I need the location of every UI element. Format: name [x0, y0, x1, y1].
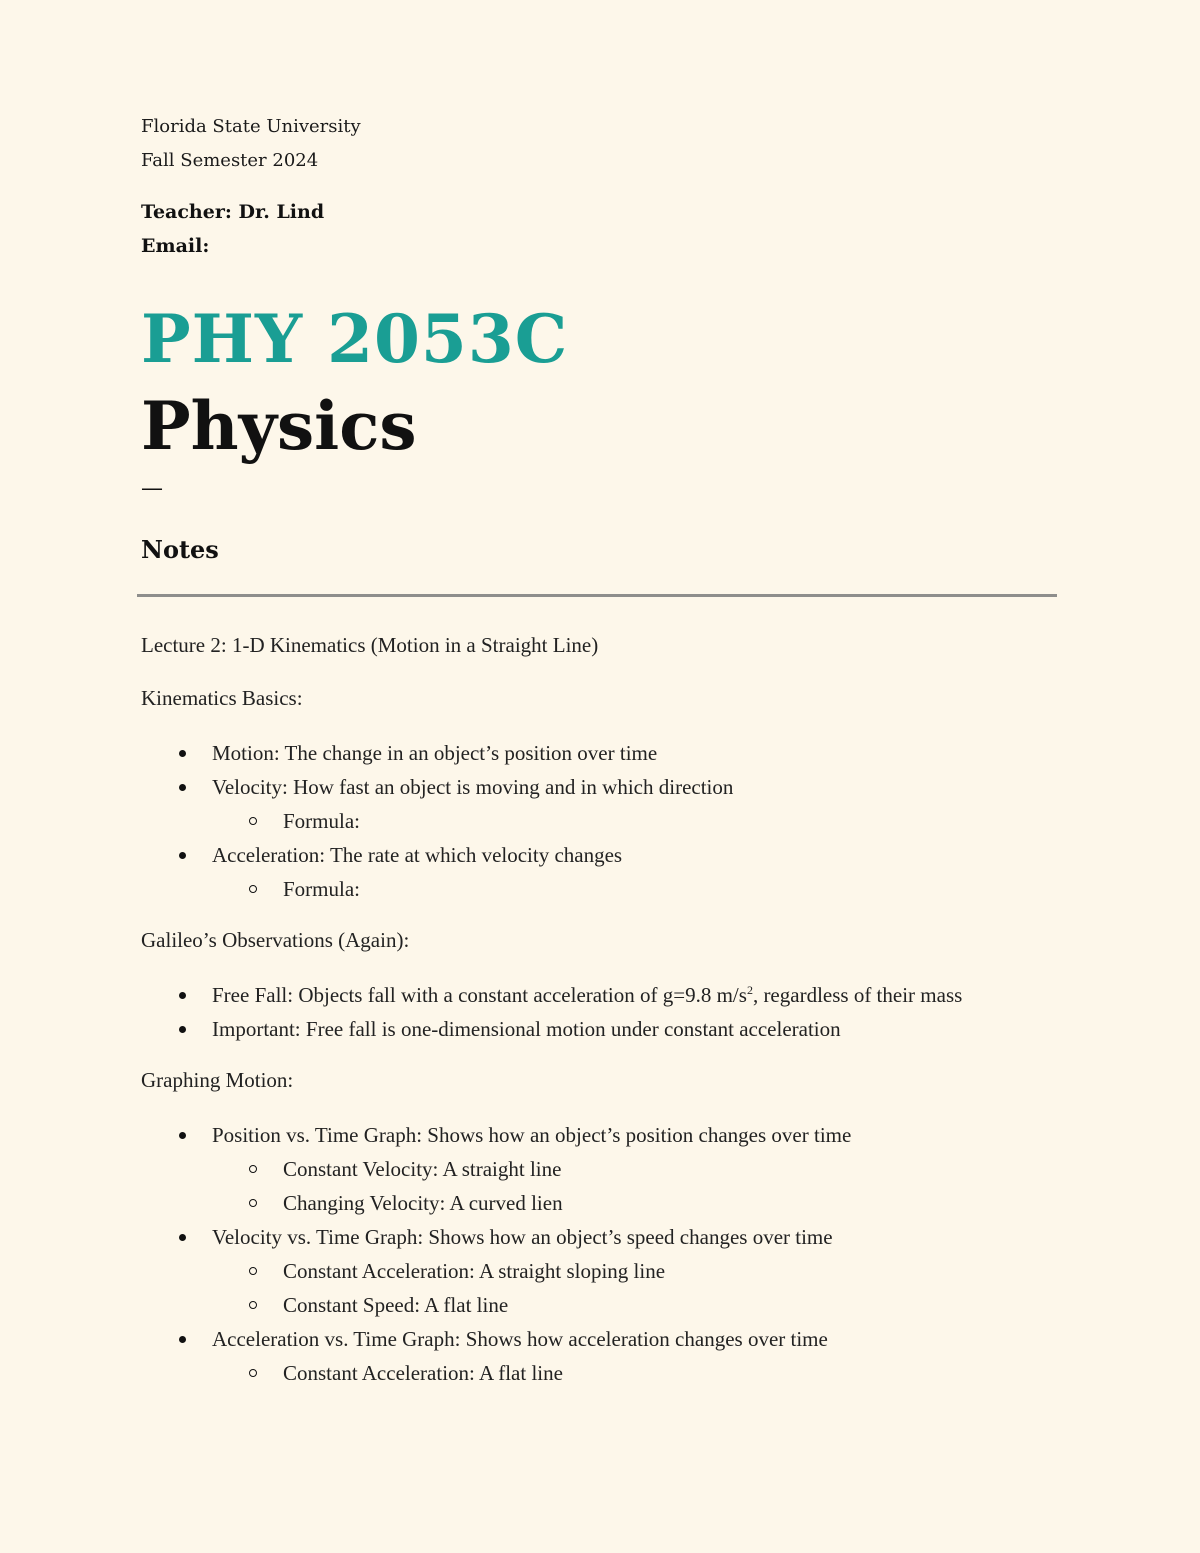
list-item: Constant Speed: A flat line: [141, 1288, 1101, 1322]
list-item: Acceleration: The rate at which velocity changes: [141, 838, 1101, 872]
bullet-icon: [179, 852, 186, 859]
graphing-heading: Graphing Motion:: [141, 1068, 294, 1092]
galileo-heading: Galileo’s Observations (Again):: [141, 928, 410, 952]
list-item: Position vs. Time Graph: Shows how an object’s position changes over time: [141, 1118, 1101, 1152]
bullet-icon: [179, 1336, 186, 1343]
horizontal-divider: [137, 594, 1057, 597]
teacher: Teacher: Dr. Lind: [141, 201, 325, 223]
list-item: Changing Velocity: A curved lien: [141, 1186, 1101, 1220]
list-item: Formula:: [141, 804, 1101, 838]
list-item: Acceleration vs. Time Graph: Shows how acceleration changes over time: [141, 1322, 1101, 1356]
list-item: Motion: The change in an object’s position over time: [141, 736, 1101, 770]
university-name: Florida State University: [141, 116, 361, 137]
lecture-title: Lecture 2: 1-D Kinematics (Motion in a Straight Line): [141, 633, 599, 657]
circle-bullet-icon: [249, 1267, 257, 1275]
circle-bullet-icon: [249, 1199, 257, 1207]
list-item: Constant Velocity: A straight line: [141, 1152, 1101, 1186]
bullet-icon: [179, 1132, 186, 1139]
circle-bullet-icon: [249, 1165, 257, 1173]
circle-bullet-icon: [249, 1301, 257, 1309]
list-item: Free Fall: Objects fall with a constant acceleration of g=9.8 $m/s^2$, regardless of their mass: [141, 978, 1101, 1012]
title-dash: —: [141, 476, 163, 501]
bullet-icon: [179, 992, 186, 999]
galileo-list: [141, 978, 1101, 1046]
bullet-icon: [179, 784, 186, 791]
semester: Fall Semester 2024: [141, 150, 319, 171]
course-title: Physics: [141, 387, 417, 465]
kinematics-list: [141, 736, 1101, 906]
list-item: Velocity: How fast an object is moving and in which direction: [141, 770, 1101, 804]
bullet-icon: [179, 1234, 186, 1241]
kinematics-heading: Kinematics Basics:: [141, 686, 303, 710]
notes-content: [141, 630, 1101, 1409]
list-item: Formula:: [141, 872, 1101, 906]
course-code: PHY 2053C: [141, 300, 569, 378]
bullet-icon: [179, 1026, 186, 1033]
email-label: Email:: [141, 235, 210, 257]
list-item: Constant Acceleration: A straight sloping line: [141, 1254, 1101, 1288]
circle-bullet-icon: [249, 817, 257, 825]
list-item: Velocity vs. Time Graph: Shows how an object’s speed changes over time: [141, 1220, 1101, 1254]
bullet-icon: [179, 750, 186, 757]
list-item: Constant Acceleration: A flat line: [141, 1356, 1101, 1390]
graphing-list: [141, 1118, 1101, 1390]
circle-bullet-icon: [249, 885, 257, 893]
list-item: Important: Free fall is one-dimensional motion under constant acceleration: [141, 1012, 1101, 1046]
circle-bullet-icon: [249, 1369, 257, 1377]
section-title: Notes: [141, 535, 219, 564]
